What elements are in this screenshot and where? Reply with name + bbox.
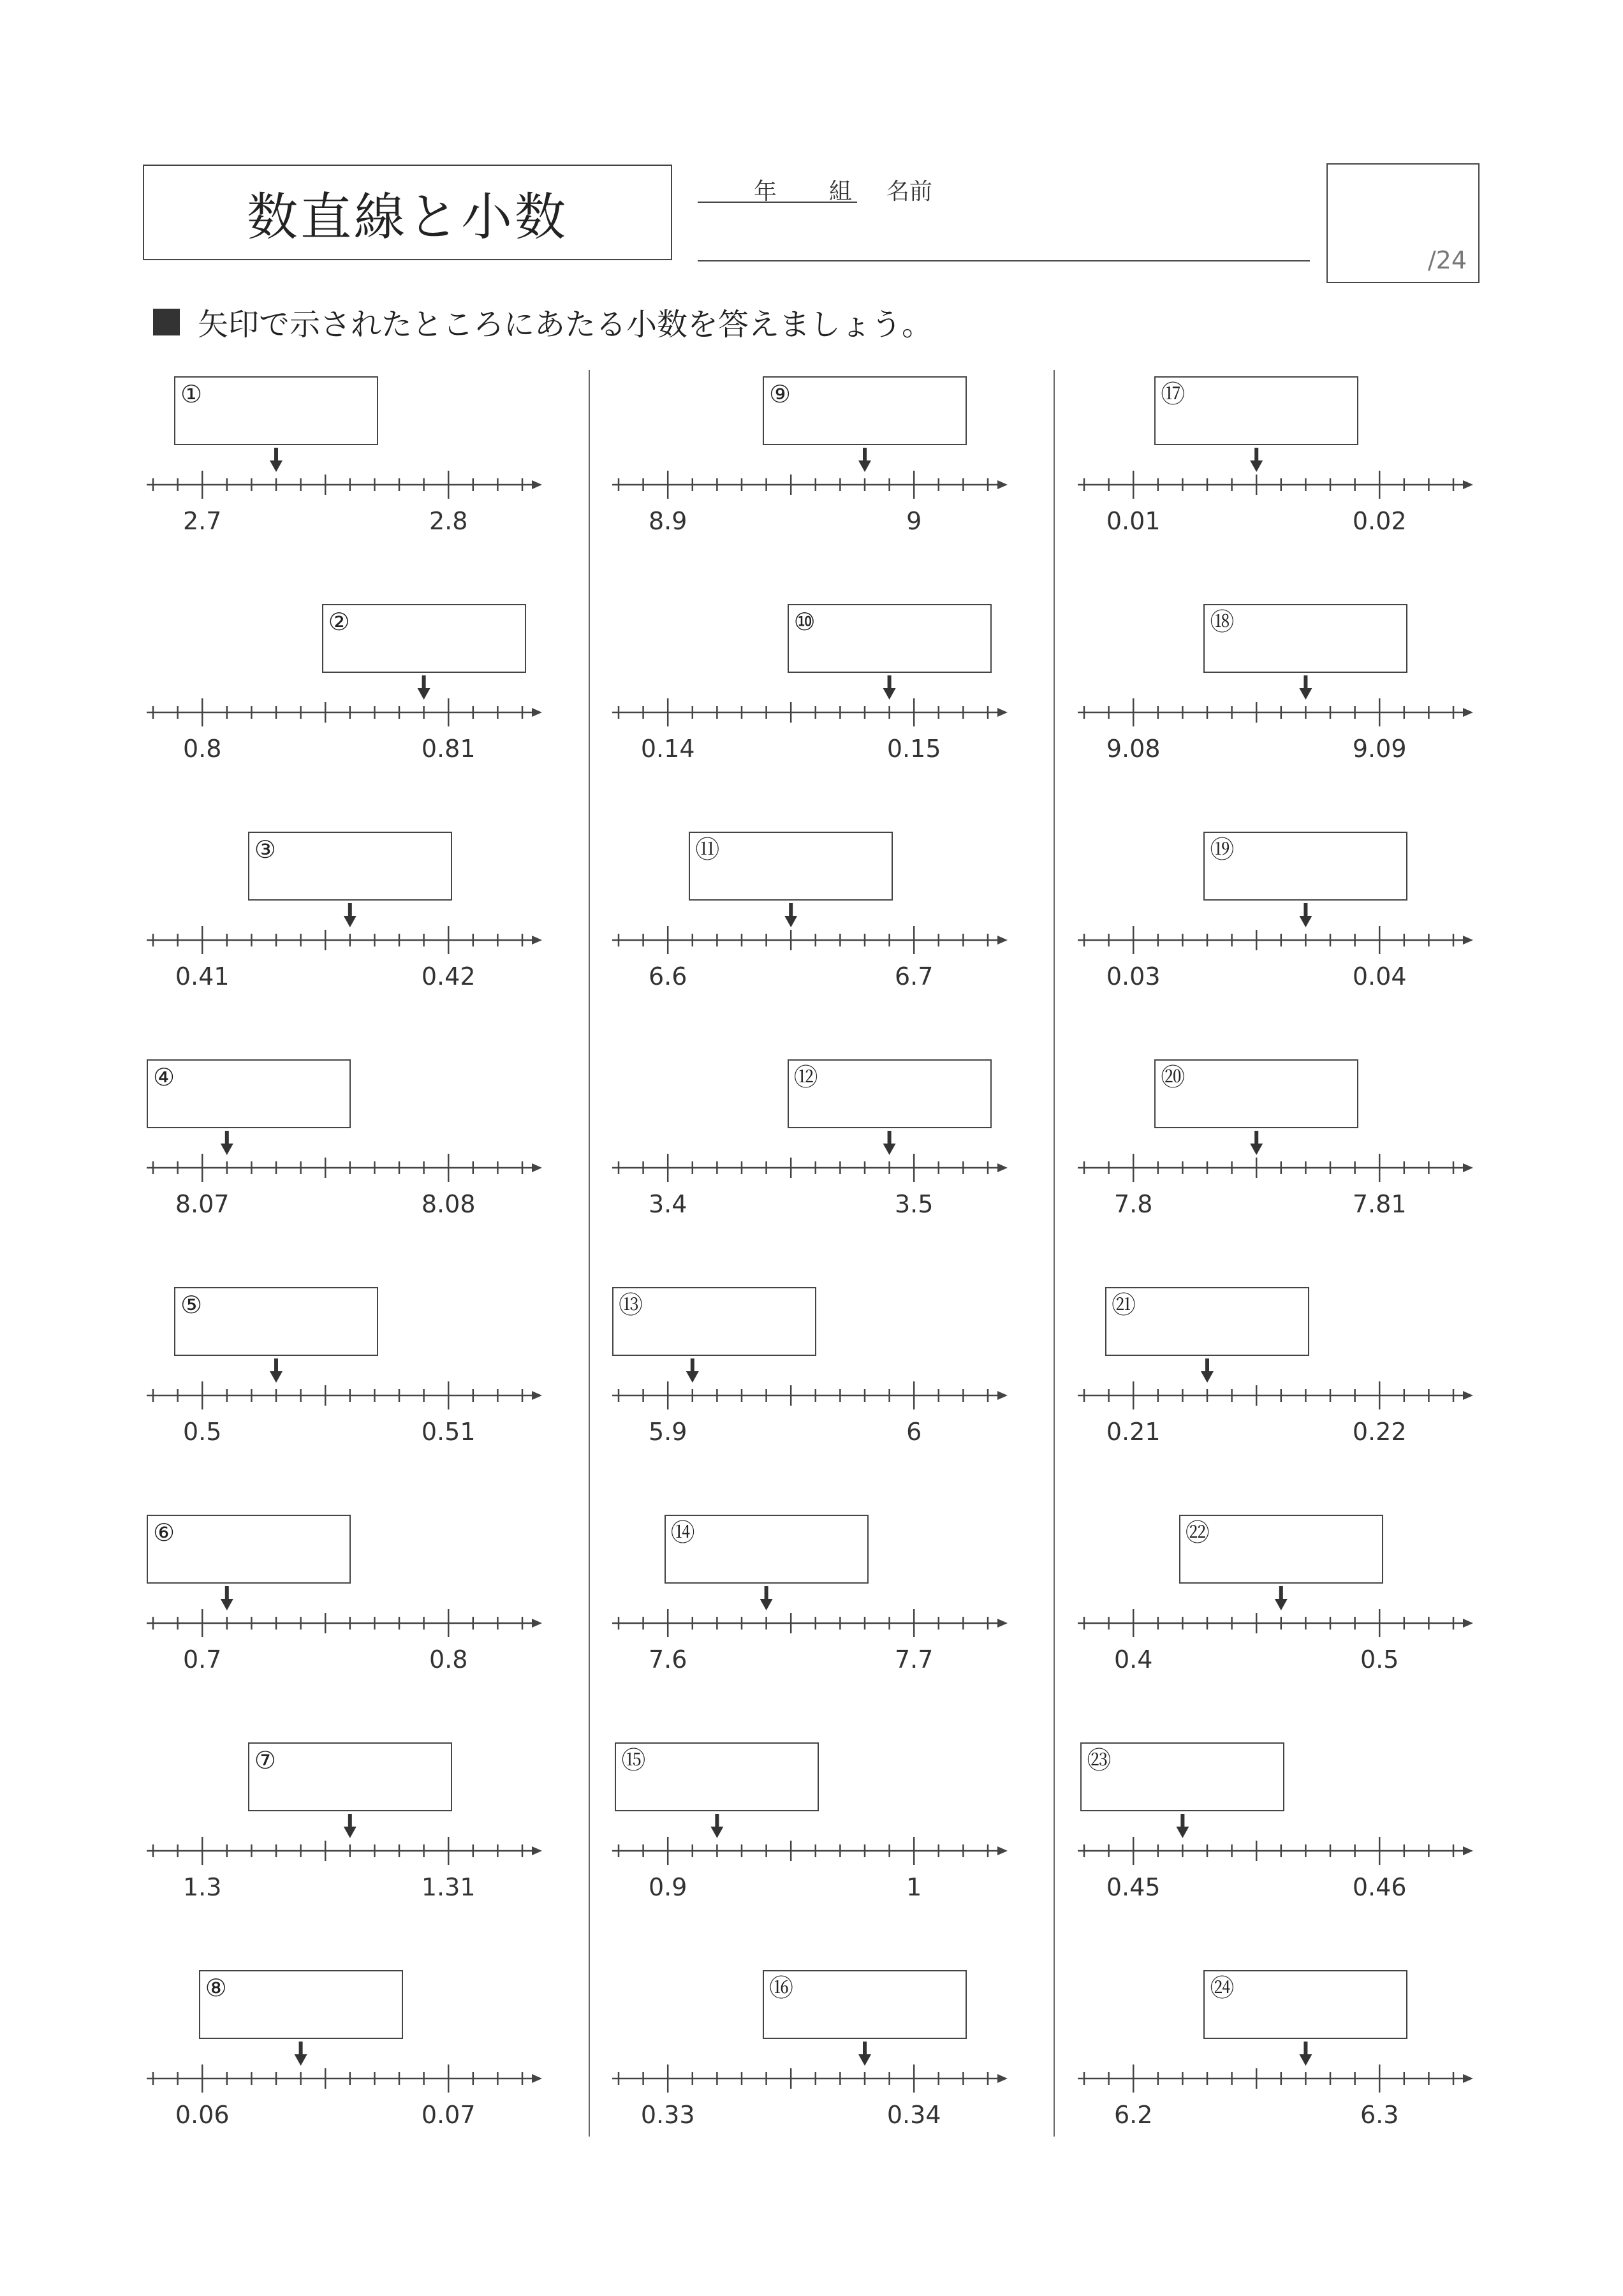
pointer-arrow-icon xyxy=(221,1144,233,1155)
answer-box[interactable] xyxy=(1203,1970,1407,2039)
left-tick-label: 7.6 xyxy=(648,1645,687,1674)
problem-14 xyxy=(612,1515,1027,1706)
left-tick-label: 0.4 xyxy=(1113,1645,1153,1674)
pointer-arrow-icon xyxy=(1299,916,1312,927)
right-tick-label: 7.81 xyxy=(1352,1190,1407,1218)
number-line xyxy=(612,446,1027,510)
answer-box[interactable] xyxy=(689,832,893,901)
question-number: ⑫ xyxy=(793,1063,818,1091)
right-tick-label: 0.22 xyxy=(1352,1418,1407,1446)
problem-12 xyxy=(612,1059,1027,1251)
problem-2 xyxy=(147,604,561,795)
question-number: ⑲ xyxy=(1210,835,1235,864)
column-divider-1 xyxy=(589,370,590,2137)
left-tick-label: 0.01 xyxy=(1106,507,1161,535)
question-number: ⑤ xyxy=(180,1291,203,1319)
answer-box[interactable] xyxy=(1080,1742,1284,1811)
axis-arrowhead-icon xyxy=(1463,936,1473,945)
axis-arrowhead-icon xyxy=(1463,1846,1473,1855)
left-tick-label: 0.14 xyxy=(640,735,695,763)
left-tick-label: 0.03 xyxy=(1106,962,1161,990)
axis-arrowhead-icon xyxy=(1463,1619,1473,1628)
axis-arrowhead-icon xyxy=(532,1846,542,1855)
pointer-arrow-icon xyxy=(858,460,871,472)
name-area xyxy=(695,166,1320,268)
problem-15 xyxy=(612,1742,1027,1934)
question-number: ② xyxy=(328,608,350,636)
left-tick-label: 0.7 xyxy=(182,1645,222,1674)
left-tick-label: 1.3 xyxy=(182,1873,222,1901)
column-divider-2 xyxy=(1054,370,1055,2137)
pointer-arrow-icon xyxy=(1176,1827,1189,1838)
answer-box[interactable] xyxy=(612,1287,816,1356)
question-number: ⑬ xyxy=(619,1291,643,1319)
pointer-arrow-icon xyxy=(784,916,797,927)
problem-16 xyxy=(612,1970,1027,2161)
answer-box[interactable] xyxy=(1154,376,1358,445)
number-line xyxy=(612,1357,1027,1421)
problem-13 xyxy=(612,1287,1027,1478)
number-line xyxy=(147,1130,561,1193)
axis-arrowhead-icon xyxy=(997,480,1008,489)
left-tick-label: 2.7 xyxy=(182,507,222,535)
year-class-line xyxy=(698,202,857,203)
axis-arrowhead-icon xyxy=(997,708,1008,717)
question-number: ㉔ xyxy=(1210,1974,1235,2002)
axis-arrowhead-icon xyxy=(532,1163,542,1172)
answer-box[interactable] xyxy=(248,832,452,901)
number-line xyxy=(147,1813,561,1876)
pointer-arrow-icon xyxy=(344,916,356,927)
answer-box[interactable] xyxy=(1203,604,1407,673)
number-line xyxy=(147,446,561,510)
pointer-arrow-icon xyxy=(270,460,283,472)
question-number: ④ xyxy=(153,1063,175,1091)
left-tick-label: 0.45 xyxy=(1106,1873,1161,1901)
problem-6 xyxy=(147,1515,561,1706)
class-label: 組 xyxy=(829,179,853,205)
number-line xyxy=(147,1585,561,1649)
number-line xyxy=(612,1813,1027,1876)
instruction xyxy=(153,300,932,344)
axis-arrowhead-icon xyxy=(997,1846,1008,1855)
question-number: ⑦ xyxy=(254,1746,276,1774)
right-tick-label: 7.7 xyxy=(894,1645,934,1674)
score-box[interactable] xyxy=(1326,163,1480,283)
black-square-icon xyxy=(153,309,180,335)
problem-11 xyxy=(612,832,1027,1023)
title-box xyxy=(143,165,672,260)
left-tick-label: 8.9 xyxy=(648,507,687,535)
number-line xyxy=(147,2040,561,2104)
question-number: ⑭ xyxy=(670,1519,695,1547)
right-tick-label: 0.15 xyxy=(886,735,941,763)
axis-arrowhead-icon xyxy=(532,1619,542,1628)
axis-arrowhead-icon xyxy=(1463,708,1473,717)
axis-arrowhead-icon xyxy=(1463,1163,1473,1172)
number-line xyxy=(1078,1130,1492,1193)
score-total: /24 xyxy=(1427,246,1467,274)
question-number: ⑮ xyxy=(621,1746,646,1774)
answer-box[interactable] xyxy=(174,1287,378,1356)
question-number: ⑪ xyxy=(695,835,720,864)
right-tick-label: 3.5 xyxy=(894,1190,934,1218)
pointer-arrow-icon xyxy=(1275,1599,1288,1610)
question-number: ⑳ xyxy=(1161,1063,1186,1091)
number-line xyxy=(1078,1585,1492,1649)
problem-17 xyxy=(1078,376,1492,568)
number-line xyxy=(612,674,1027,738)
right-tick-label: 2.8 xyxy=(429,507,468,535)
problem-22 xyxy=(1078,1515,1492,1706)
pointer-arrow-icon xyxy=(883,1144,896,1155)
problem-1 xyxy=(147,376,561,568)
axis-arrowhead-icon xyxy=(997,1619,1008,1628)
question-number: ⑨ xyxy=(769,380,791,408)
question-number: ㉒ xyxy=(1185,1519,1210,1547)
right-tick-label: 0.51 xyxy=(421,1418,476,1446)
right-tick-label: 9 xyxy=(906,507,922,535)
problem-7 xyxy=(147,1742,561,1934)
pointer-arrow-icon xyxy=(1250,460,1263,472)
left-tick-label: 5.9 xyxy=(648,1418,687,1446)
right-tick-label: 9.09 xyxy=(1352,735,1407,763)
question-number: ㉑ xyxy=(1112,1291,1136,1319)
question-number: ⑩ xyxy=(793,608,816,636)
right-tick-label: 0.07 xyxy=(421,2101,476,2129)
right-tick-label: 0.81 xyxy=(421,735,476,763)
number-line xyxy=(147,674,561,738)
axis-arrowhead-icon xyxy=(532,480,542,489)
left-tick-label: 0.33 xyxy=(640,2101,695,2129)
number-line xyxy=(1078,1357,1492,1421)
answer-box[interactable] xyxy=(665,1515,869,1584)
right-tick-label: 0.5 xyxy=(1360,1645,1399,1674)
right-tick-label: 0.04 xyxy=(1352,962,1407,990)
answer-box[interactable] xyxy=(147,1059,351,1128)
answer-box[interactable] xyxy=(1154,1059,1358,1128)
pointer-arrow-icon xyxy=(1299,688,1312,700)
pointer-arrow-icon xyxy=(1299,2054,1312,2066)
problem-5 xyxy=(147,1287,561,1478)
pointer-arrow-icon xyxy=(760,1599,773,1610)
pointer-arrow-icon xyxy=(1201,1371,1214,1383)
answer-box[interactable] xyxy=(763,1970,967,2039)
pointer-arrow-icon xyxy=(418,688,430,700)
answer-box[interactable] xyxy=(322,604,526,673)
name-field-line[interactable] xyxy=(698,260,1310,261)
left-tick-label: 0.5 xyxy=(182,1418,222,1446)
problem-18 xyxy=(1078,604,1492,795)
number-line xyxy=(612,1130,1027,1193)
problem-24 xyxy=(1078,1970,1492,2161)
answer-box[interactable] xyxy=(199,1970,403,2039)
axis-arrowhead-icon xyxy=(997,936,1008,945)
left-tick-label: 0.21 xyxy=(1106,1418,1161,1446)
problem-10 xyxy=(612,604,1027,795)
axis-arrowhead-icon xyxy=(1463,480,1473,489)
pointer-arrow-icon xyxy=(858,2054,871,2066)
question-number: ① xyxy=(180,380,203,408)
axis-arrowhead-icon xyxy=(1463,2074,1473,2083)
axis-arrowhead-icon xyxy=(997,2074,1008,2083)
problem-8 xyxy=(147,1970,561,2161)
left-tick-label: 0.06 xyxy=(175,2101,230,2129)
question-number: ⑧ xyxy=(205,1974,227,2002)
right-tick-label: 0.42 xyxy=(421,962,476,990)
number-line xyxy=(612,902,1027,966)
axis-arrowhead-icon xyxy=(997,1391,1008,1400)
axis-arrowhead-icon xyxy=(532,708,542,717)
answer-box[interactable] xyxy=(174,376,378,445)
pointer-arrow-icon xyxy=(344,1827,356,1838)
right-tick-label: 0.8 xyxy=(429,1645,468,1674)
pointer-arrow-icon xyxy=(270,1371,283,1383)
left-tick-label: 6.6 xyxy=(648,962,687,990)
left-tick-label: 3.4 xyxy=(648,1190,687,1218)
instruction-text: 矢印で示されたところにあたる小数を答えましょう。 xyxy=(198,307,933,342)
number-line xyxy=(612,2040,1027,2104)
axis-arrowhead-icon xyxy=(532,936,542,945)
answer-box[interactable] xyxy=(1179,1515,1383,1584)
axis-arrowhead-icon xyxy=(532,1391,542,1400)
left-tick-label: 0.9 xyxy=(648,1873,687,1901)
year-label: 年 xyxy=(754,179,777,205)
right-tick-label: 6.7 xyxy=(894,962,934,990)
right-tick-label: 1.31 xyxy=(421,1873,476,1901)
pointer-arrow-icon xyxy=(710,1827,723,1838)
answer-box[interactable] xyxy=(788,604,992,673)
right-tick-label: 1 xyxy=(906,1873,922,1901)
pointer-arrow-icon xyxy=(686,1371,699,1383)
question-number: ㉓ xyxy=(1087,1746,1112,1774)
pointer-arrow-icon xyxy=(295,2054,307,2066)
problem-21 xyxy=(1078,1287,1492,1478)
question-number: ⑥ xyxy=(153,1519,175,1547)
number-line xyxy=(1078,1813,1492,1876)
page-title: 数直線と小数 xyxy=(247,187,568,247)
axis-arrowhead-icon xyxy=(1463,1391,1473,1400)
right-tick-label: 8.08 xyxy=(421,1190,476,1218)
problem-19 xyxy=(1078,832,1492,1023)
left-tick-label: 8.07 xyxy=(175,1190,230,1218)
right-tick-label: 0.46 xyxy=(1352,1873,1407,1901)
problem-4 xyxy=(147,1059,561,1251)
pointer-arrow-icon xyxy=(883,688,896,700)
problem-9 xyxy=(612,376,1027,568)
question-number: ⑯ xyxy=(769,1974,794,2002)
right-tick-label: 0.34 xyxy=(886,2101,941,2129)
left-tick-label: 0.8 xyxy=(182,735,222,763)
problem-23 xyxy=(1078,1742,1492,1934)
axis-arrowhead-icon xyxy=(532,2074,542,2083)
question-number: ⑱ xyxy=(1210,608,1235,636)
pointer-arrow-icon xyxy=(221,1599,233,1610)
answer-box[interactable] xyxy=(1203,832,1407,901)
left-tick-label: 0.41 xyxy=(175,962,230,990)
pointer-arrow-icon xyxy=(1250,1144,1263,1155)
right-tick-label: 0.02 xyxy=(1352,507,1407,535)
number-line xyxy=(1078,2040,1492,2104)
answer-box[interactable] xyxy=(248,1742,452,1811)
left-tick-label: 6.2 xyxy=(1113,2101,1153,2129)
answer-box[interactable] xyxy=(147,1515,351,1584)
axis-arrowhead-icon xyxy=(997,1163,1008,1172)
question-number: ⑰ xyxy=(1161,380,1186,408)
number-line xyxy=(147,1357,561,1421)
number-line xyxy=(1078,902,1492,966)
left-tick-label: 9.08 xyxy=(1106,735,1161,763)
answer-box[interactable] xyxy=(763,376,967,445)
number-line xyxy=(147,902,561,966)
answer-box[interactable] xyxy=(615,1742,819,1811)
question-number: ③ xyxy=(254,835,276,864)
number-line xyxy=(1078,446,1492,510)
number-line xyxy=(612,1585,1027,1649)
right-tick-label: 6.3 xyxy=(1360,2101,1399,2129)
left-tick-label: 7.8 xyxy=(1113,1190,1153,1218)
problem-3 xyxy=(147,832,561,1023)
name-label: 名前 xyxy=(886,179,933,205)
number-line xyxy=(1078,674,1492,738)
problem-20 xyxy=(1078,1059,1492,1251)
answer-box[interactable] xyxy=(1105,1287,1309,1356)
right-tick-label: 6 xyxy=(906,1418,922,1446)
answer-box[interactable] xyxy=(788,1059,992,1128)
